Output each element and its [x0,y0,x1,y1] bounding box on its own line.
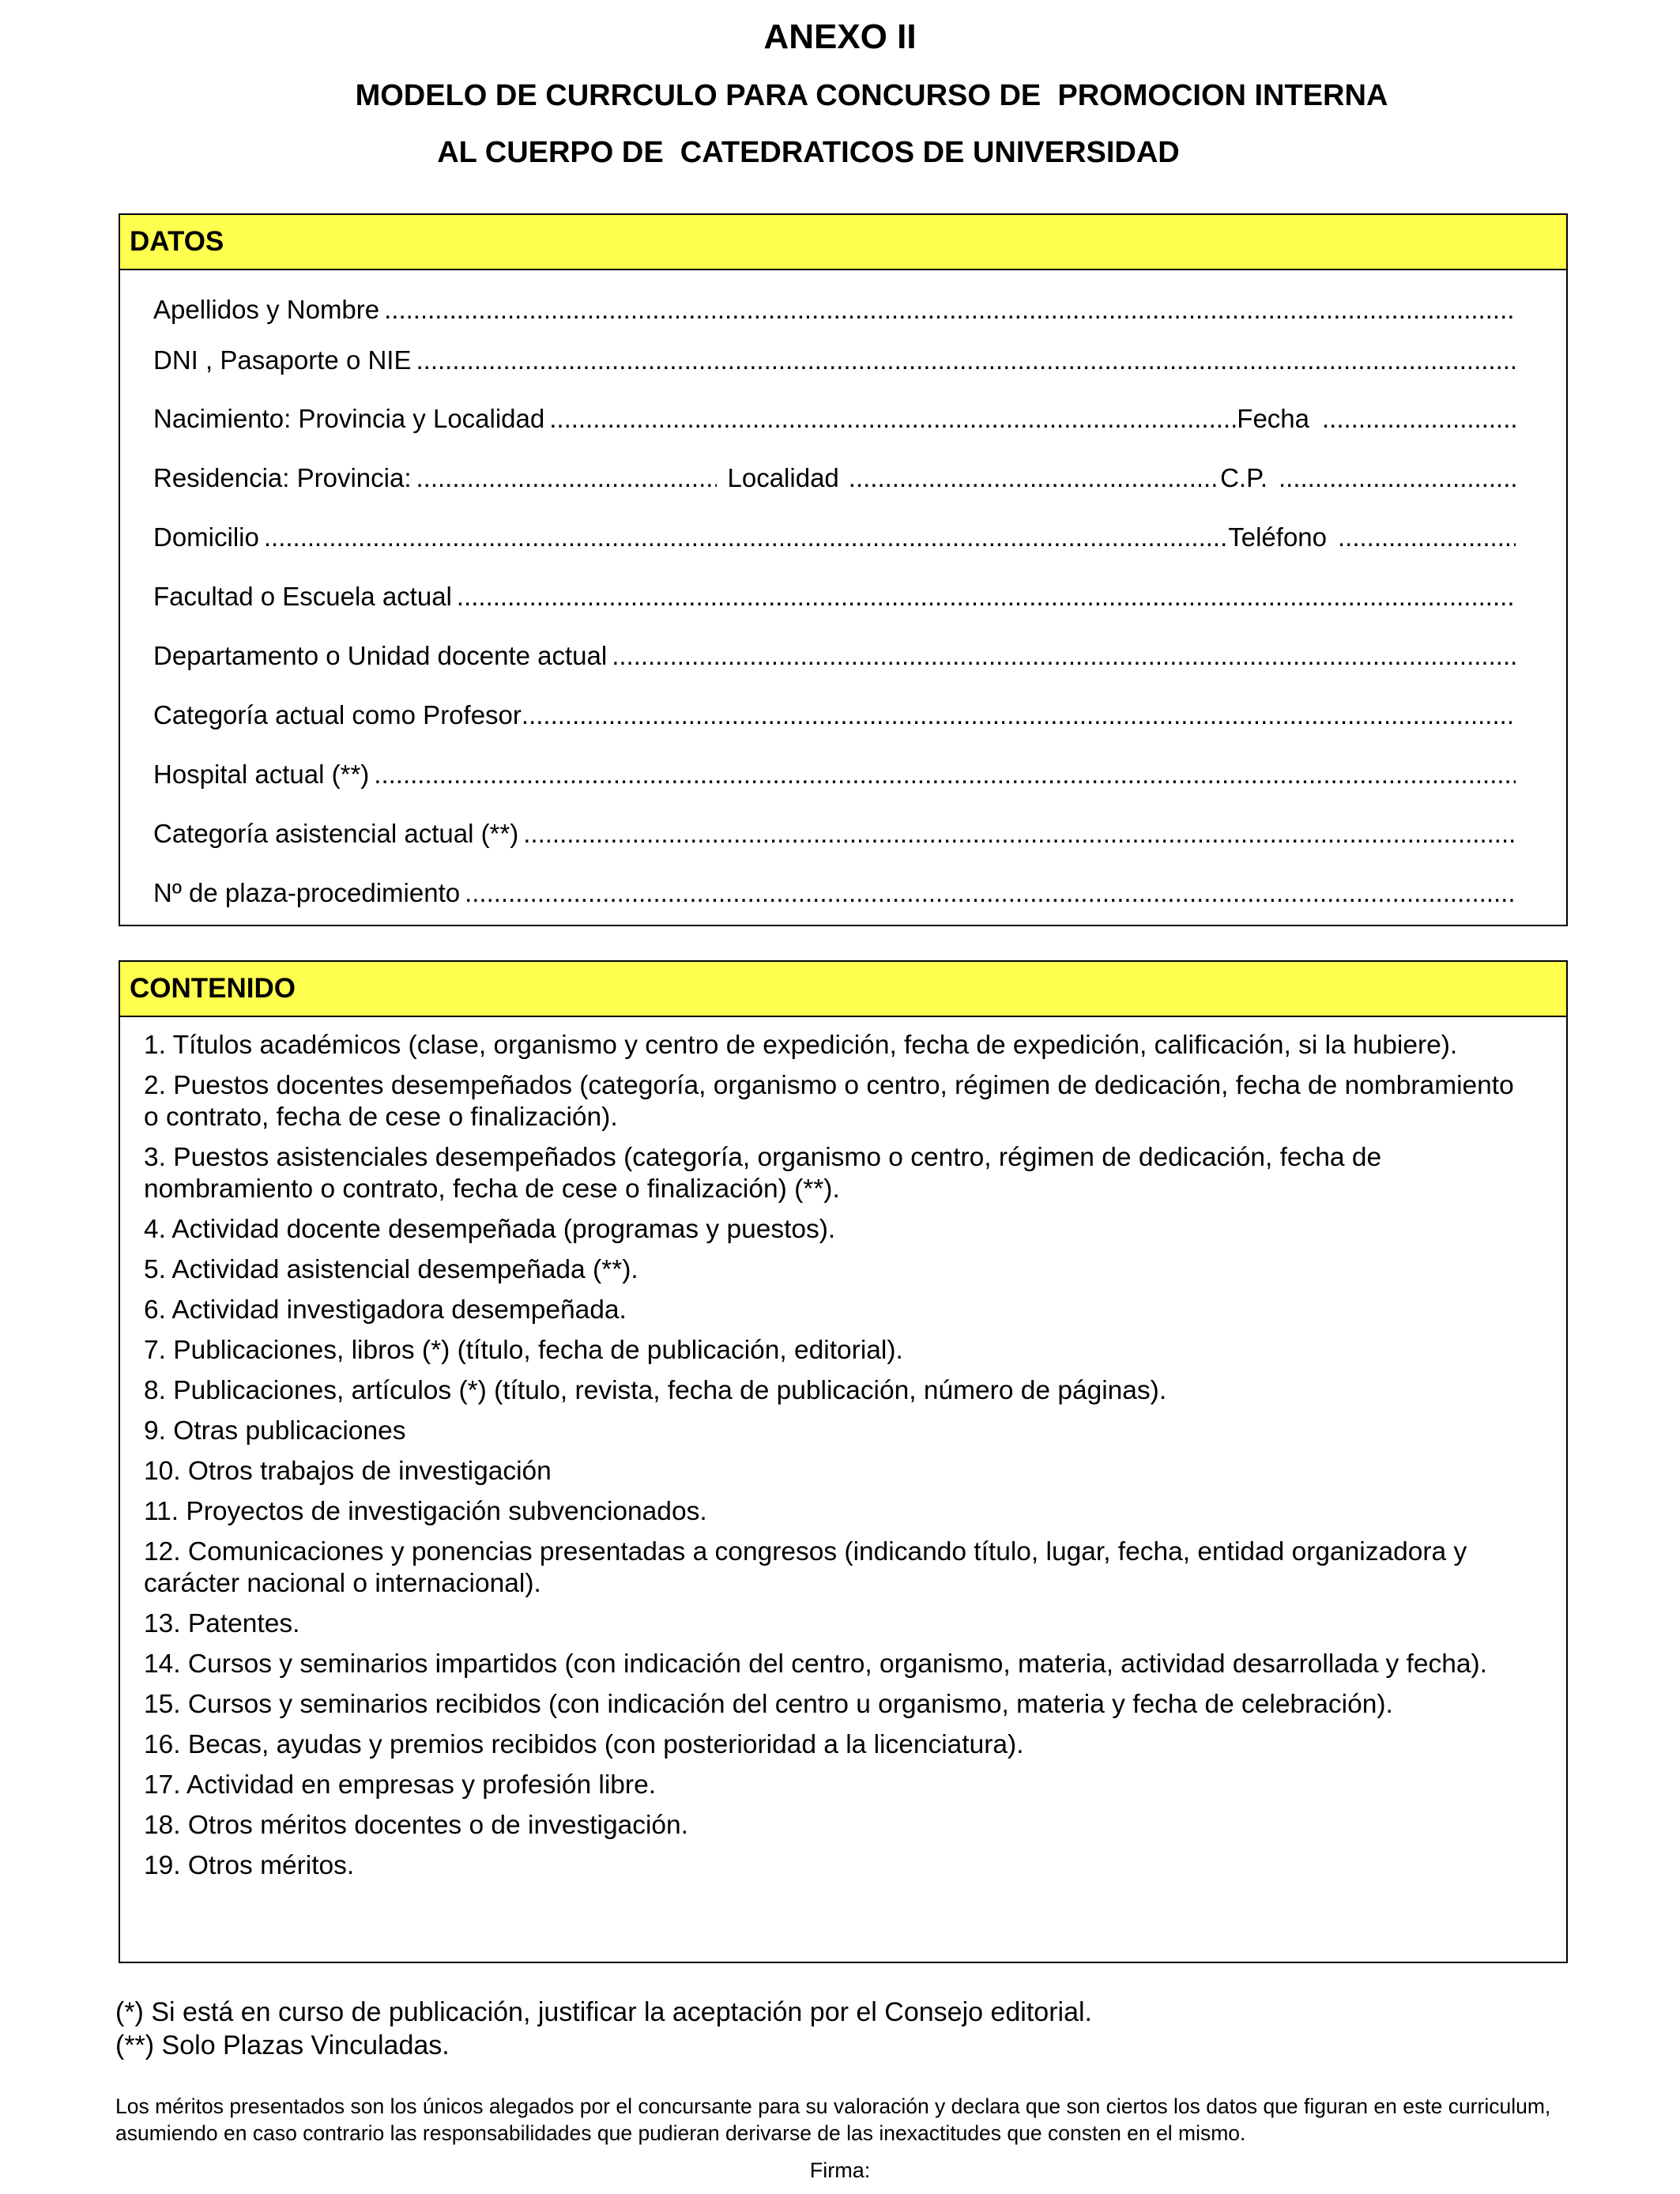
field-domicilio[interactable] [153,520,1516,555]
list-item: 11. Proyectos de investigación subvencionados. [144,1497,707,1526]
fill-line[interactable] [457,579,1516,614]
fill-line-provincia[interactable] [416,461,717,496]
fill-line-cp[interactable] [1279,461,1516,496]
field-label: Hospital actual (**) [153,760,370,789]
fill-line[interactable] [612,639,1516,673]
field-plaza[interactable] [153,876,1516,910]
fill-line[interactable] [465,876,1516,910]
list-item: 9. Otras publicaciones [144,1416,406,1446]
list-item: 12. Comunicaciones y ponencias presentadas a congresos (indicando título, lugar, fecha, entidad organizadora y carácter nacional o internacional). [144,1537,1467,1598]
contenido-section [119,960,1568,1963]
list-item: 6. Actividad investigadora desempeñada. [144,1295,627,1325]
list-item: 1. Títulos académicos (clase, organismo y centro de expedición, fecha de expedición, calificación, si la hubiere). [144,1031,1458,1060]
field-categoria[interactable] [153,698,1516,733]
list-item: 15. Cursos y seminarios recibidos (con indicación del centro u organismo, materia y fecha de celebración). [144,1690,1393,1719]
list-item: 19. Otros méritos. [144,1851,355,1880]
field-dni[interactable] [153,343,1516,378]
field-hospital[interactable] [153,757,1516,792]
list-item: 17. Actividad en empresas y profesión libre. [144,1770,657,1800]
field-residencia[interactable] [153,461,1516,496]
field-label: Domicilio [153,522,259,552]
field-label: Nº de plaza-procedimiento [153,878,461,907]
list-item: 4. Actividad docente desempeñada (programas y puestos). [144,1215,836,1244]
list-item: 10. Otros trabajos de investigación [144,1457,552,1486]
signature-label: Firma: [809,2158,871,2182]
fill-line-localidad[interactable] [849,461,1220,496]
fill-line[interactable] [264,520,1228,555]
note-publication: (*) Si está en curso de publicación, justificar la aceptación por el Consejo editorial. [115,1997,1092,2027]
list-item: 18. Otros méritos docentes o de investigación. [144,1811,688,1840]
field-categoria-asistencial[interactable] [153,816,1516,851]
fill-line[interactable] [523,816,1516,851]
field-nacimiento[interactable] [153,401,1516,436]
form-subtitle-line2: AL CUERPO DE CATEDRATICOS DE UNIVERSIDAD [437,136,1180,169]
field-label: Residencia: Provincia: [153,463,412,492]
datos-section [119,213,1568,926]
contenido-heading: CONTENIDO [120,962,1566,1017]
list-item: 14. Cursos y seminarios impartidos (con indicación del centro, organismo, materia, actividad desarrollada y fecha). [144,1649,1487,1679]
fill-line[interactable] [549,401,1237,436]
field-nombre[interactable] [153,292,1516,327]
list-item: 13. Patentes. [144,1609,300,1638]
declaration-text: Los méritos presentados son los únicos alegados por el concursante para su valoración y declara que son ciertos los datos que figuran en este curriculum, asumiendo en caso contrario las responsabilidades que pudieran derivarse de las inexactitudes que consten en el mismo. [115,2094,1551,2145]
field-label: Categoría actual como Profesor [153,700,522,729]
list-item: 5. Actividad asistencial desempeñada (**). [144,1255,638,1284]
fill-line[interactable] [374,757,1516,792]
fill-line[interactable] [522,698,1516,733]
contenido-list [144,1030,1535,1891]
datos-heading: DATOS [120,215,1566,270]
list-item: 16. Becas, ayudas y premios recibidos (con posterioridad a la licenciatura). [144,1730,1024,1759]
field-label-fecha: Fecha [1237,404,1309,433]
fill-line[interactable] [384,292,1516,327]
fill-line-telefono[interactable] [1338,520,1516,555]
list-item: 3. Puestos asistenciales desempeñados (categoría, organismo o centro, régimen de dedicación, fecha de nombramiento o contrato, fecha de cese o finalización) (**). [144,1143,1382,1204]
field-label: Departamento o Unidad docente actual [153,641,608,670]
list-item: 8. Publicaciones, artículos (*) (título, revista, fecha de publicación, número de páginas). [144,1376,1167,1405]
fill-line[interactable] [416,343,1516,378]
field-label: DNI , Pasaporte o NIE [153,345,412,375]
note-vinculadas: (**) Solo Plazas Vinculadas. [115,2030,450,2060]
field-departamento[interactable] [153,639,1516,673]
list-item: 7. Publicaciones, libros (*) (título, fecha de publicación, editorial). [144,1336,903,1365]
list-item: 2. Puestos docentes desempeñados (categoría, organismo o centro, régimen de dedicación, fecha de nombramiento o contrato, fecha de cese o finalización). [144,1071,1514,1132]
annex-title: ANEXO II [763,17,917,56]
field-label-telefono: Teléfono [1228,522,1327,552]
field-label: Apellidos y Nombre [153,295,380,324]
fill-line-fecha[interactable] [1322,401,1516,436]
form-subtitle-line1: MODELO DE CURRCULO PARA CONCURSO DE PROMOCION INTERNA [355,79,1388,112]
field-facultad[interactable] [153,579,1516,614]
field-label-localidad: Localidad [727,463,839,492]
field-label: Facultad o Escuela actual [153,582,452,611]
field-label: Categoría asistencial actual (**) [153,819,519,848]
field-label: Nacimiento: Provincia y Localidad [153,404,545,433]
field-label-cp: C.P. [1220,463,1268,492]
